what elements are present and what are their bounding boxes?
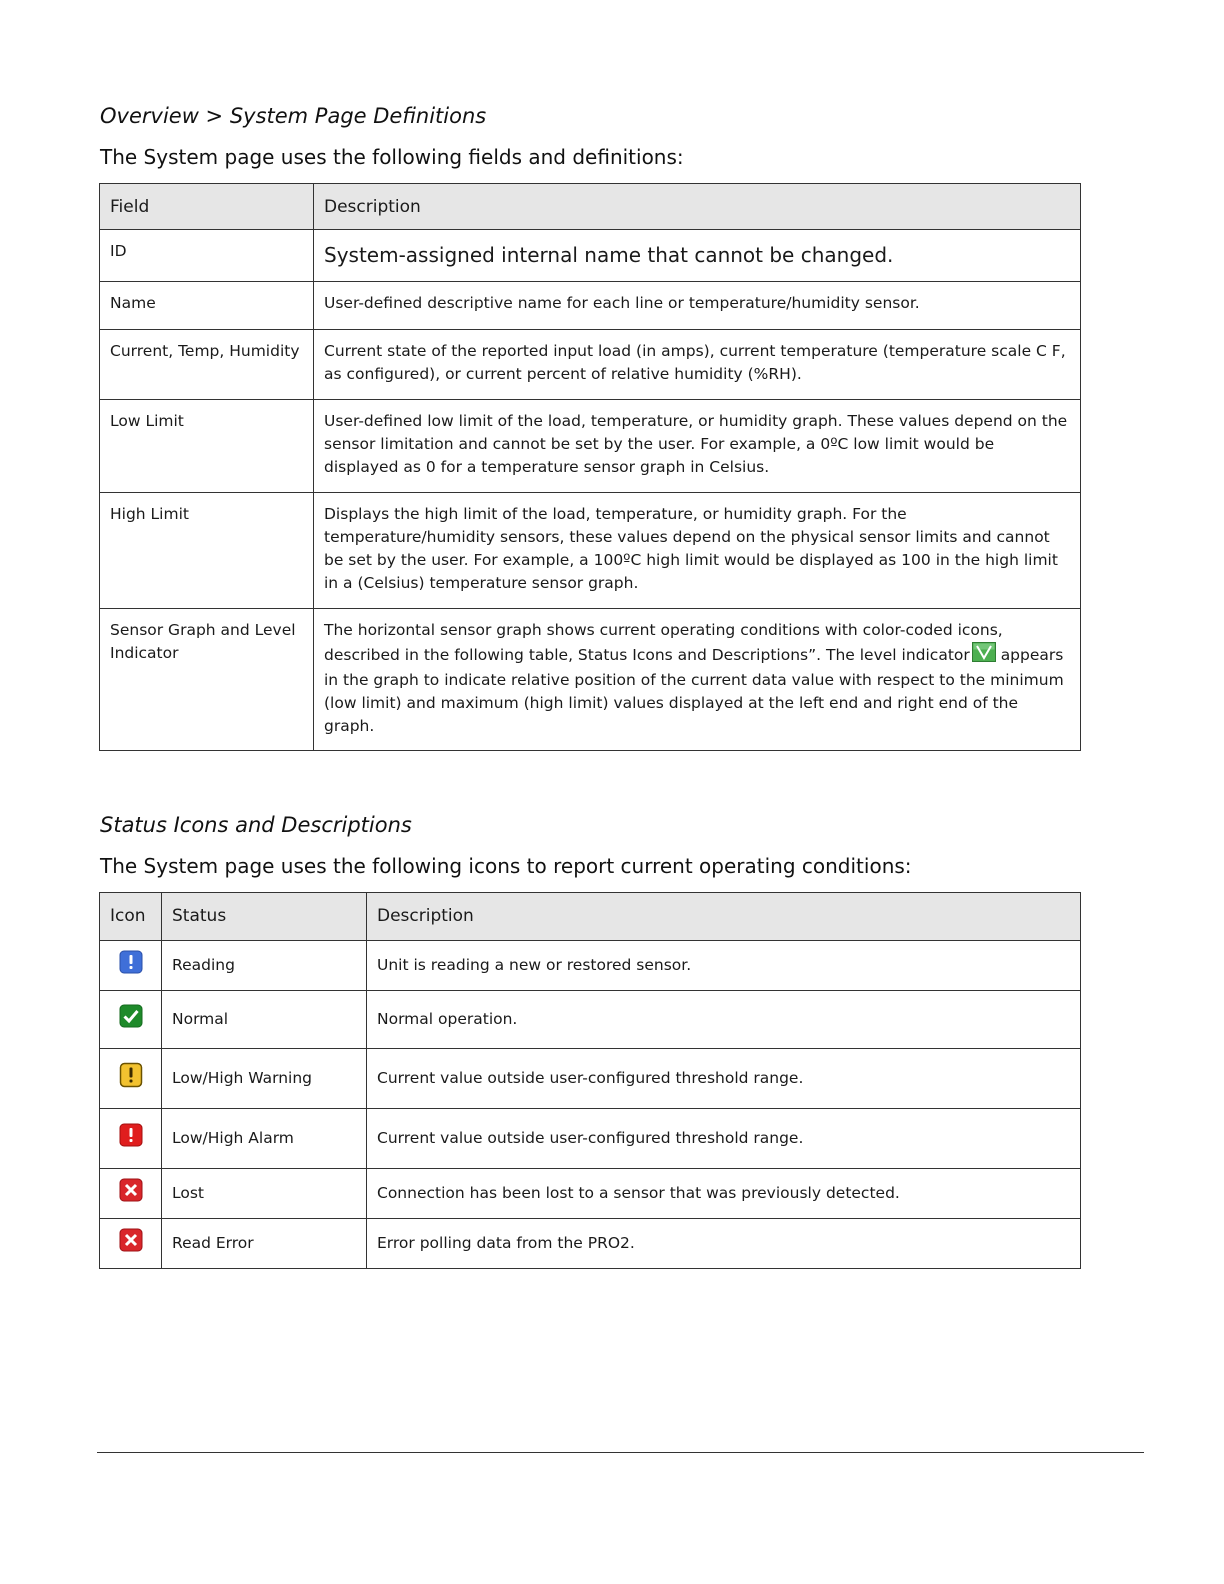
section-heading-definitions: Overview > System Page Definitions — [100, 104, 487, 128]
description-cell: System-assigned internal name that cannot be changed. — [314, 230, 1081, 282]
status-cell: Lost — [162, 1169, 367, 1219]
status-icons-table — [99, 892, 1081, 1269]
table-row — [100, 330, 1081, 400]
description-header: Description — [314, 184, 1081, 230]
table-row — [100, 1169, 1081, 1219]
field-header: Field — [100, 184, 314, 230]
status-cell: Reading — [162, 941, 367, 991]
section-heading-status-icons: Status Icons and Descriptions — [100, 813, 412, 837]
definitions-table — [99, 183, 1081, 751]
status-cell: Low/High Alarm — [162, 1109, 367, 1169]
description-cell: Current value outside user-configured threshold range. — [367, 1109, 1081, 1169]
warning-icon — [119, 1062, 143, 1095]
table-row — [100, 282, 1081, 330]
status-cell: Normal — [162, 991, 367, 1049]
read-error-icon — [119, 1228, 143, 1259]
description-cell: Normal operation. — [367, 991, 1081, 1049]
field-cell: ID — [100, 230, 314, 282]
description-header: Description — [367, 893, 1081, 941]
definitions-intro: The System page uses the following fields and definitions: — [100, 145, 684, 169]
table-row — [100, 493, 1081, 609]
table-row — [100, 991, 1081, 1049]
icon-header: Icon — [100, 893, 162, 941]
description-cell: User-defined low limit of the load, temperature, or humidity graph. These values depend on the sensor limitation and cannot be set by the user. For example, a 0ºC low limit would be displayed as 0 for a temperature sensor graph in Celsius. — [314, 400, 1081, 493]
status-cell: Read Error — [162, 1219, 367, 1269]
description-cell — [314, 609, 1081, 751]
table-row — [100, 230, 1081, 282]
status-icons-intro: The System page uses the following icons to report current operating conditions: — [100, 854, 912, 878]
description-cell: Current state of the reported input load (in amps), current temperature (temperature scale C F, as configured), or current percent of relative humidity (%RH). — [314, 330, 1081, 400]
reading-icon — [119, 950, 143, 981]
footer-rule — [97, 1452, 1144, 1453]
table-row — [100, 941, 1081, 991]
description-cell: Displays the high limit of the load, temperature, or humidity graph. For the temperature/humidity sensors, these values depend on the physical sensor limits and cannot be set by the user. For example, a 100ºC high limit would be displayed as 100 in the high limit in a (Celsius) temperature sensor graph. — [314, 493, 1081, 609]
status-header: Status — [162, 893, 367, 941]
description-cell: Error polling data from the PRO2. — [367, 1219, 1081, 1269]
table-header-row — [100, 184, 1081, 230]
lost-icon — [119, 1178, 143, 1209]
table-header-row — [100, 893, 1081, 941]
field-cell: Current, Temp, Humidity — [100, 330, 314, 400]
description-cell: Unit is reading a new or restored sensor. — [367, 941, 1081, 991]
description-cell: Current value outside user-configured threshold range. — [367, 1049, 1081, 1109]
table-row — [100, 400, 1081, 493]
field-cell: High Limit — [100, 493, 314, 609]
normal-icon — [119, 1004, 143, 1035]
table-row — [100, 1049, 1081, 1109]
description-cell: Connection has been lost to a sensor that was previously detected. — [367, 1169, 1081, 1219]
description-text-after: appears in the graph to indicate relative position of the current data value with respect to the minimum (low limit) and maximum (high limit) values displayed at the left end and right end of the graph. — [324, 646, 1064, 735]
table-row — [100, 1219, 1081, 1269]
field-cell: Low Limit — [100, 400, 314, 493]
table-row — [100, 1109, 1081, 1169]
alarm-icon — [119, 1123, 143, 1154]
level-indicator-icon — [972, 642, 996, 669]
field-cell: Name — [100, 282, 314, 330]
description-text-before: The horizontal sensor graph shows current operating conditions with color-coded icons, described in the following table, Status Icons and Descriptions”. The level indicator — [324, 621, 1003, 664]
table-row — [100, 609, 1081, 751]
description-cell: User-defined descriptive name for each line or temperature/humidity sensor. — [314, 282, 1081, 330]
field-cell: Sensor Graph and Level Indicator — [100, 609, 314, 751]
status-cell: Low/High Warning — [162, 1049, 367, 1109]
